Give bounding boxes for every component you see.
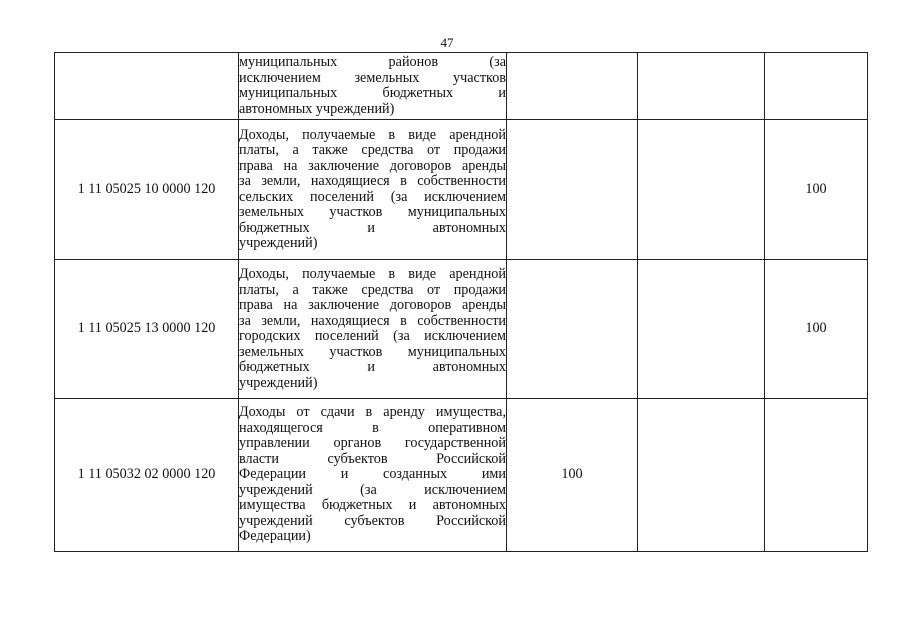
name-line: муниципальных районов (за (239, 54, 506, 70)
name-line: исключением земельных участков (239, 69, 506, 86)
name-line: учреждений) (239, 235, 318, 251)
name-line: права на заключение договоров аренды (239, 157, 506, 174)
value-cell (638, 120, 765, 260)
name-line: земельных участков муниципальных (239, 204, 506, 220)
table-body (55, 53, 868, 552)
name-line: платы, а также средства от продажи (239, 142, 506, 158)
value-cell (638, 260, 765, 399)
value-cell (638, 399, 765, 552)
name-cell (239, 260, 507, 399)
code-cell (55, 53, 239, 120)
name-line: власти субъектов Российской (239, 450, 506, 467)
name-cell (239, 399, 507, 552)
name-line: автономных учреждений) (239, 100, 395, 117)
table-row (55, 120, 868, 260)
name-line: земельных участков муниципальных (239, 343, 506, 360)
name-line: учреждений) (239, 374, 318, 391)
page-number: 47 (440, 35, 454, 50)
name-line: Доходы от сдачи в аренду имущества, (239, 404, 506, 421)
name-line: имущества бюджетных и автономных (239, 497, 506, 514)
value-cell (765, 399, 868, 552)
name-cell (239, 53, 507, 120)
name-line: платы, а также средства от продажи (239, 281, 506, 298)
name-line: бюджетных и автономных (239, 219, 506, 236)
value-cell: 100 (507, 399, 638, 552)
table-row (55, 53, 868, 120)
code-cell: 1 11 05025 13 0000 120 (55, 260, 239, 399)
value-cell (507, 260, 638, 399)
name-line: Доходы, получаемые в виде арендной (239, 266, 506, 282)
name-line: Федерации) (239, 528, 311, 545)
name-line: сельских поселений (за исключением (239, 188, 506, 205)
name-line: за земли, находящиеся в собственности (239, 312, 506, 329)
value-cell: 100 (765, 120, 868, 260)
revenue-codes-table (54, 52, 868, 552)
name-line: Доходы, получаемые в виде арендной (239, 126, 506, 143)
value-cell (507, 53, 638, 120)
name-cell (239, 120, 507, 260)
table-row (55, 399, 868, 552)
table-row (55, 260, 868, 399)
name-line: муниципальных бюджетных и (239, 85, 506, 101)
code-cell: 1 11 05025 10 0000 120 (55, 120, 239, 260)
value-cell (638, 53, 765, 120)
code-cell: 1 11 05032 02 0000 120 (55, 399, 239, 552)
value-cell: 100 (765, 260, 868, 399)
name-line: бюджетных и автономных (239, 359, 506, 375)
name-line: учреждений субъектов Российской (239, 512, 506, 529)
name-line: права на заключение договоров аренды (239, 297, 506, 313)
value-cell (507, 120, 638, 260)
name-line: за земли, находящиеся в собственности (239, 173, 506, 189)
name-line: находящегося в оперативном (239, 419, 506, 436)
value-cell (765, 53, 868, 120)
name-line: управлении органов государственной (239, 435, 506, 452)
name-line: городских поселений (за исключением (239, 328, 506, 344)
name-line: учреждений (за исключением (239, 481, 506, 498)
name-line: Федерации и созданных ими (239, 466, 506, 483)
